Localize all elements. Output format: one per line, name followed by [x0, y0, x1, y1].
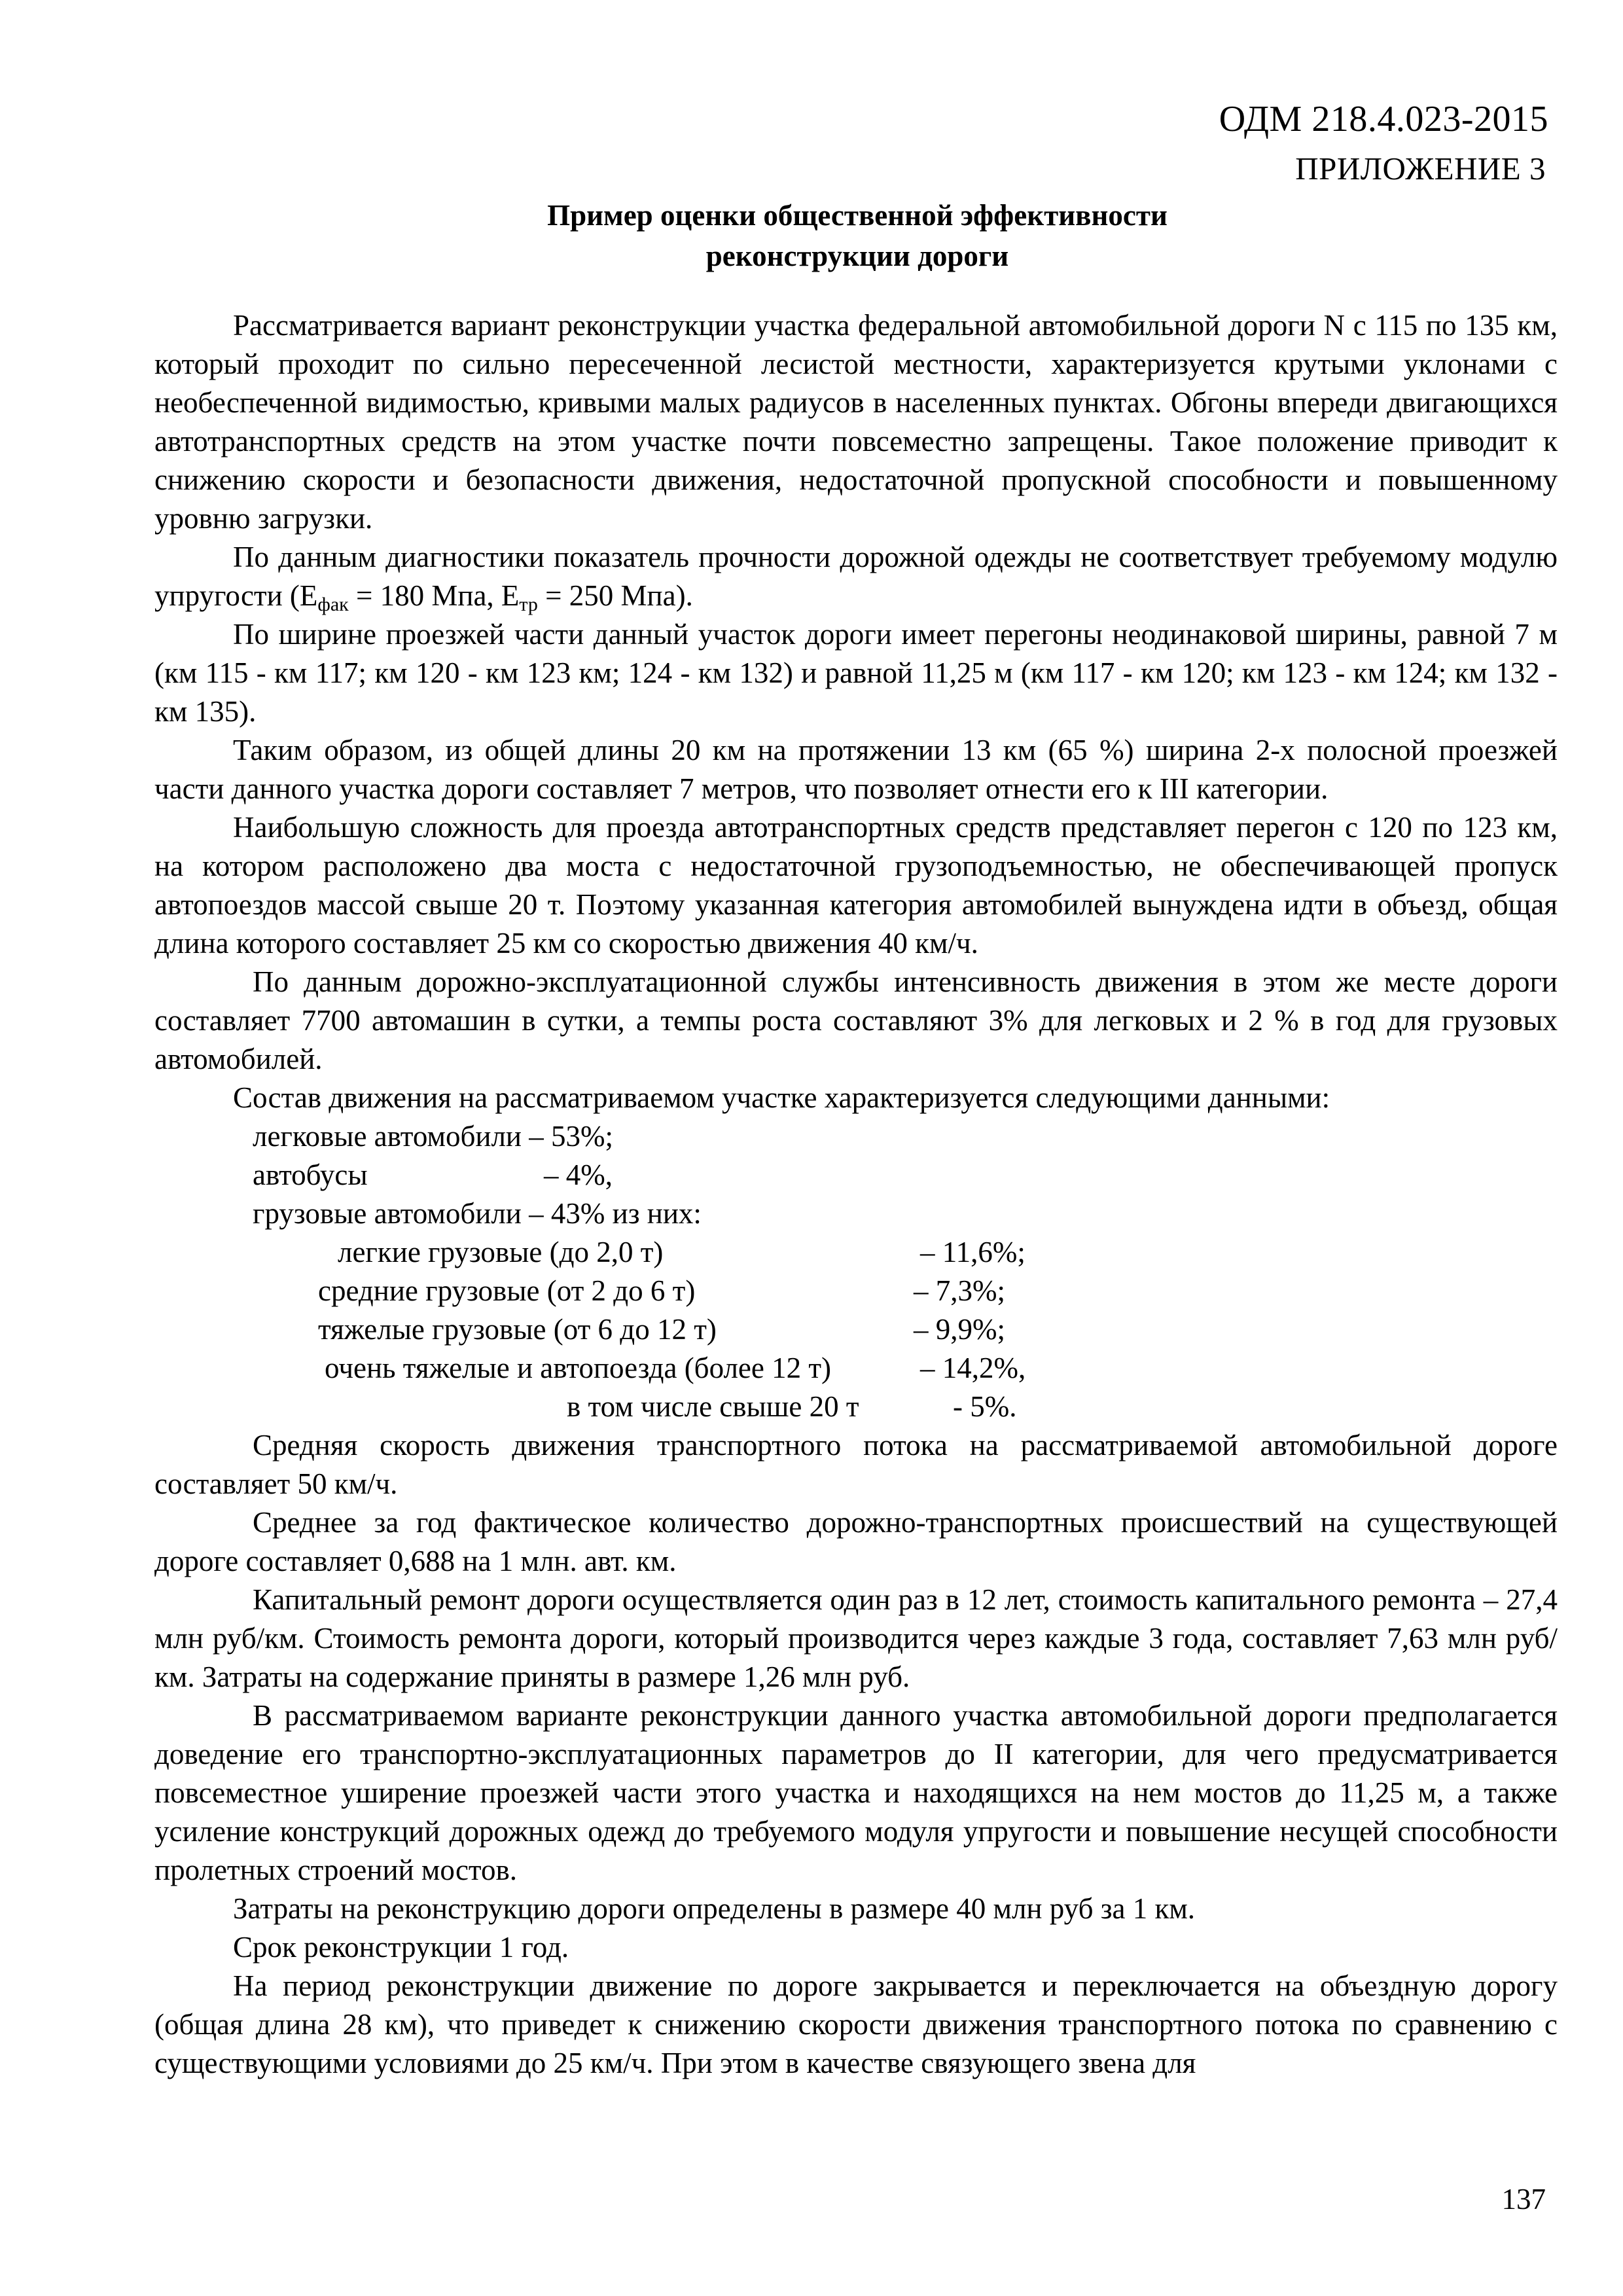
list-item-medium-trucks — [154, 1272, 1558, 1310]
list-item-label: автобусы — [253, 1158, 368, 1191]
paragraph-6: По данным дорожно-эксплуатационной службы интенсивность движения в этом же месте дороги составляет 7700 автомашин в сутки, а темпы роста составляют 3% для легковых и 2 % в год для грузовых автомобилей. — [154, 965, 1558, 1075]
subscript-fact: фак — [317, 594, 349, 615]
subscript-tr: тр — [519, 594, 538, 615]
title-line-1: Пример оценки общественной эффективности — [547, 199, 1168, 232]
list-item-value: – 9,9%; — [914, 1313, 1005, 1346]
list-item-value: – 11,6%; — [920, 1236, 1026, 1268]
document-body — [154, 306, 1558, 2083]
list-item-label: грузовые автомобили – 43% из них: — [253, 1197, 702, 1230]
paragraph-7: Состав движения на рассматриваемом участке характеризуется следующими данными: — [233, 1081, 1330, 1114]
list-item-heavy-trucks — [154, 1310, 1558, 1349]
paragraph-1: Рассматривается вариант реконструкции участка федеральной автомобильной дороги N с 115 по 135 км, который проходит по сильно пересеченной лесистой местности, характеризуется крутыми уклонами с необеспеченной видимостью, кривыми малых радиусов в населенных пунктах. Обгоны впереди двигающихся автотранспортных средств на этом участке почти повсеместно запрещены. Такое положение приводит к снижению скорости и безопасности движения, недостаточной пропускной способности и повышенному уровню загрузки. — [154, 309, 1558, 535]
paragraph-13: Срок реконструкции 1 год. — [233, 1931, 569, 1964]
list-item-label: легковые автомобили – 53%; — [253, 1120, 613, 1153]
paragraph-5: Наибольшую сложность для проезда автотранспортных средств представляет перегон с 120 по 123 км, на котором расположено два моста с недостаточной грузоподъемностью, не обеспечивающей пропуск автопоездов массой свыше 20 т. Поэтому указанная категория автомобилей вынуждена идти в объезд, общая длина которого составляет 25 км со скоростью движения 40 км/ч. — [154, 811, 1558, 960]
paragraph-8: Средняя скорость движения транспортного потока на рассматриваемой автомобильной дороге составляет 50 км/ч. — [154, 1429, 1558, 1500]
title-line-2: реконструкции дороги — [705, 240, 1009, 272]
list-item-label: тяжелые грузовые (от 6 до 12 т) — [318, 1313, 717, 1346]
list-item-label: очень тяжелые и автопоезда (более 12 т) — [325, 1352, 832, 1384]
paragraph-2 — [154, 538, 1558, 615]
paragraph-3: По ширине проезжей части данный участок дороги имеет перегоны неодинаковой ширины, равной 7 м (км 115 - км 117; км 120 - км 123 км; 124 - км 132) и равной 11,25 м (км 117 - км 120; км 123 - км 124; км 132 - км 135). — [154, 618, 1558, 728]
document-code: ОДМ 218.4.023-2015 — [1219, 99, 1548, 139]
list-item-light-trucks — [154, 1233, 1558, 1272]
list-item-label: легкие грузовые (до 2,0 т) — [338, 1236, 664, 1268]
paragraph-4: Таким образом, из общей длины 20 км на протяжении 13 км (65 %) ширина 2-х полосной проезжей части данного участка дороги составляет 7 метров, что позволяет отнести его к III категории. — [154, 734, 1558, 805]
list-item-cars — [154, 1117, 1558, 1156]
paragraph-10: Капитальный ремонт дороги осуществляется один раз в 12 лет, стоимость капитального ремонта – 27,4 млн руб/км. Стоимость ремонта дороги, который производится через каждые 3 года, составляет 7,63 млн руб/км. Затраты на содержание приняты в размере 1,26 млн руб. — [154, 1583, 1558, 1693]
list-item-value: – 7,3%; — [914, 1274, 1005, 1307]
list-item-value: - 5%. — [953, 1390, 1017, 1423]
page-number: 137 — [1501, 2183, 1546, 2215]
appendix-label: ПРИЛОЖЕНИЕ 3 — [1295, 151, 1546, 187]
list-item-trucks — [154, 1194, 1558, 1233]
paragraph-2-text-b: = 180 Мпа, Е — [348, 579, 520, 612]
paragraph-2-text-c: = 250 Мпа). — [537, 579, 693, 612]
paragraph-14: На период реконструкции движение по дороге закрывается и переключается на объездную дорогу (общая длина 28 км), что приведет к снижению скорости движения транспортного потока по сравнению с существующими условиями до 25 км/ч. При этом в качестве связующего звена для — [154, 1969, 1558, 2079]
list-item-value: – 14,2%, — [920, 1352, 1026, 1384]
paragraph-2-text-a: По данным диагностики показатель прочности дорожной одежды не соответствует требуемому модулю упругости (Е — [154, 541, 1558, 612]
list-item-very-heavy-trucks — [154, 1349, 1558, 1388]
list-item-value: – 4%, — [544, 1158, 613, 1191]
paragraph-12: Затраты на реконструкцию дороги определены в размере 40 млн руб за 1 км. — [233, 1892, 1196, 1925]
list-item-over-20t — [154, 1388, 1558, 1426]
paragraph-9: Среднее за год фактическое количество дорожно-транспортных происшествий на существующей дороге составляет 0,688 на 1 млн. авт. км. — [154, 1506, 1558, 1577]
list-item-buses — [154, 1156, 1558, 1194]
paragraph-11: В рассматриваемом варианте реконструкции данного участка автомобильной дороги предполагается доведение его транспортно-эксплуатационных параметров до II категории, для чего предусматривается повсеместное уширение проезжей части этого участка и находящихся на нем мостов до 11,25 м, а также усиление конструкций дорожных одежд до требуемого модуля упругости и повышение несущей способности пролетных строений мостов. — [154, 1699, 1558, 1886]
page-title — [0, 195, 1623, 276]
list-item-label: средние грузовые (от 2 до 6 т) — [318, 1274, 696, 1307]
traffic-composition-list — [154, 1117, 1558, 1503]
list-item-label: в том числе свыше 20 т — [567, 1390, 859, 1423]
